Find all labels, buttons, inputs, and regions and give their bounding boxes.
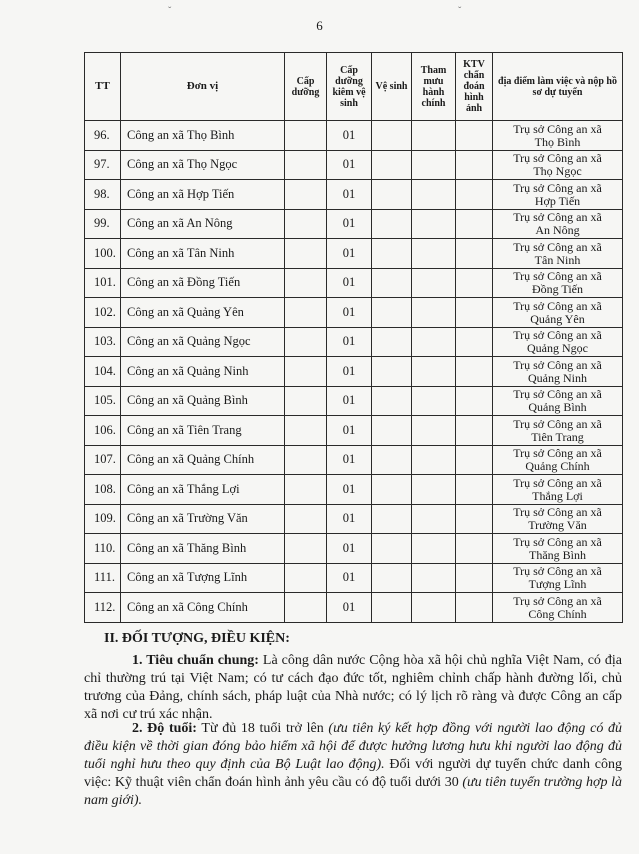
- location-line: Quảng Yên: [530, 311, 585, 326]
- work-location: [493, 386, 623, 416]
- tham-muu-cell: [412, 534, 456, 564]
- position-count: 01: [327, 593, 372, 623]
- scan-mark: ˇ: [458, 6, 462, 17]
- location-line: Trụ sở Công an xã: [513, 210, 602, 225]
- ktv-cell: [456, 180, 493, 210]
- work-location: [493, 150, 623, 180]
- location-line: Trụ sở Công an xã: [513, 328, 602, 343]
- work-location: [493, 445, 623, 475]
- cap-duong-cell: [285, 357, 327, 387]
- table-row: [85, 150, 623, 180]
- tham-muu-cell: [412, 416, 456, 446]
- cap-duong-cell: [285, 563, 327, 593]
- tham-muu-cell: [412, 593, 456, 623]
- location-line: Trụ sở Công an xã: [513, 475, 602, 490]
- row-number: 108.: [85, 475, 121, 505]
- cap-duong-cell: [285, 327, 327, 357]
- paragraph-text: Từ đủ 18 tuổi trở lên: [196, 721, 329, 736]
- row-number: 112.: [85, 593, 121, 623]
- unit-name: Công an xã Hợp Tiến: [121, 180, 285, 210]
- table-row: [85, 445, 623, 475]
- unit-name: Công an xã An Nông: [121, 209, 285, 239]
- row-number: 104.: [85, 357, 121, 387]
- location-line: Trụ sở Công an xã: [513, 121, 602, 136]
- location-line: Quảng Bình: [528, 400, 587, 415]
- work-location: [493, 268, 623, 298]
- table-row: [85, 357, 623, 387]
- tham-muu-cell: [412, 239, 456, 269]
- cap-duong-cell: [285, 416, 327, 446]
- paragraph-italic-note: (ưu tiên tuyển trường hợp là nam giới).: [84, 775, 622, 808]
- cap-duong-cell: [285, 504, 327, 534]
- unit-name: Công an xã Trường Văn: [121, 504, 285, 534]
- location-line: An Nông: [535, 223, 580, 238]
- tham-muu-cell: [412, 180, 456, 210]
- cap-duong-cell: [285, 209, 327, 239]
- work-location: [493, 180, 623, 210]
- location-line: Thắng Lợi: [532, 488, 583, 503]
- position-count: 01: [327, 386, 372, 416]
- position-count: 01: [327, 327, 372, 357]
- tham-muu-cell: [412, 150, 456, 180]
- work-location: [493, 357, 623, 387]
- table-row: [85, 475, 623, 505]
- unit-name: Công an xã Công Chính: [121, 593, 285, 623]
- ktv-cell: [456, 150, 493, 180]
- table-row: [85, 386, 623, 416]
- location-line: Thăng Bình: [529, 547, 586, 562]
- location-line: Trụ sở Công an xã: [513, 534, 602, 549]
- ktv-cell: [456, 298, 493, 328]
- ve-sinh-cell: [372, 209, 412, 239]
- position-count: 01: [327, 298, 372, 328]
- position-count: 01: [327, 445, 372, 475]
- cap-duong-cell: [285, 445, 327, 475]
- ktv-cell: [456, 534, 493, 564]
- cap-duong-cell: [285, 534, 327, 564]
- position-count: 01: [327, 534, 372, 564]
- work-location: [493, 416, 623, 446]
- ktv-cell: [456, 209, 493, 239]
- tham-muu-cell: [412, 504, 456, 534]
- recruitment-table: [84, 52, 623, 623]
- ve-sinh-cell: [372, 416, 412, 446]
- ktv-cell: [456, 239, 493, 269]
- ktv-cell: [456, 268, 493, 298]
- position-count: 01: [327, 357, 372, 387]
- scan-mark: ˇ: [168, 6, 172, 17]
- work-location: [493, 563, 623, 593]
- cap-duong-cell: [285, 121, 327, 151]
- location-line: Trụ sở Công an xã: [513, 446, 602, 461]
- ktv-cell: [456, 357, 493, 387]
- header-tham-muu: Tham mưu hành chính: [412, 53, 456, 121]
- row-number: 99.: [85, 209, 121, 239]
- position-count: 01: [327, 504, 372, 534]
- ktv-cell: [456, 563, 493, 593]
- location-line: Trụ sở Công an xã: [513, 593, 602, 608]
- unit-name: Công an xã Thọ Ngọc: [121, 150, 285, 180]
- unit-name: Công an xã Quảng Ngọc: [121, 327, 285, 357]
- ve-sinh-cell: [372, 386, 412, 416]
- tham-muu-cell: [412, 386, 456, 416]
- position-count: 01: [327, 475, 372, 505]
- unit-name: Công an xã Tượng Lĩnh: [121, 563, 285, 593]
- row-number: 110.: [85, 534, 121, 564]
- header-ktv: KTV chẩn đoán hình ảnh: [456, 53, 493, 121]
- cap-duong-cell: [285, 150, 327, 180]
- position-count: 01: [327, 121, 372, 151]
- row-number: 98.: [85, 180, 121, 210]
- cap-duong-cell: [285, 386, 327, 416]
- location-line: Trụ sở Công an xã: [513, 239, 602, 254]
- ve-sinh-cell: [372, 327, 412, 357]
- location-line: Trụ sở Công an xã: [513, 180, 602, 195]
- location-line: Quảng Ninh: [528, 370, 587, 385]
- ktv-cell: [456, 593, 493, 623]
- paragraph-text: Đối với người dự tuyển chức danh công việc: Kỹ thuật viên chẩn đoán hình ảnh yêu cầu có độ tuổi dưới 30: [84, 757, 622, 790]
- tham-muu-cell: [412, 209, 456, 239]
- unit-name: Công an xã Quảng Ninh: [121, 357, 285, 387]
- ktv-cell: [456, 386, 493, 416]
- work-location: [493, 209, 623, 239]
- tham-muu-cell: [412, 563, 456, 593]
- paragraph-italic-note: (ưu tiên ký kết hợp đồng với người lao động có đủ điều kiện về thời gian đóng bảo hiểm xã hội để được hưởng lương hưu khi người lao động đủ tuổi nghỉ hưu theo quy định của Bộ Luật lao động).: [84, 721, 622, 772]
- row-number: 109.: [85, 504, 121, 534]
- row-number: 106.: [85, 416, 121, 446]
- work-location: [493, 298, 623, 328]
- ktv-cell: [456, 445, 493, 475]
- table-row: [85, 416, 623, 446]
- position-count: 01: [327, 180, 372, 210]
- unit-name: Công an xã Đồng Tiến: [121, 268, 285, 298]
- ktv-cell: [456, 121, 493, 151]
- ve-sinh-cell: [372, 593, 412, 623]
- position-count: 01: [327, 150, 372, 180]
- work-location: [493, 534, 623, 564]
- ve-sinh-cell: [372, 357, 412, 387]
- position-count: 01: [327, 268, 372, 298]
- table-row: [85, 209, 623, 239]
- table-row: [85, 327, 623, 357]
- unit-name: Công an xã Quảng Yên: [121, 298, 285, 328]
- row-number: 105.: [85, 386, 121, 416]
- table-row: [85, 298, 623, 328]
- header-don-vi: Đơn vị: [121, 53, 285, 121]
- work-location: [493, 327, 623, 357]
- cap-duong-cell: [285, 239, 327, 269]
- tham-muu-cell: [412, 298, 456, 328]
- location-line: Trụ sở Công an xã: [513, 505, 602, 520]
- ktv-cell: [456, 416, 493, 446]
- table-row: [85, 121, 623, 151]
- location-line: Tiên Trang: [531, 429, 584, 444]
- tham-muu-cell: [412, 357, 456, 387]
- location-line: Tân Ninh: [534, 252, 581, 267]
- header-ve-sinh: Vệ sinh: [372, 53, 412, 121]
- unit-name: Công an xã Tiên Trang: [121, 416, 285, 446]
- row-number: 107.: [85, 445, 121, 475]
- row-number: 111.: [85, 563, 121, 593]
- cap-duong-cell: [285, 180, 327, 210]
- location-line: Trụ sở Công an xã: [513, 564, 602, 579]
- paragraph-text: Là công dân nước Cộng hòa xã hội chủ nghĩa Việt Nam, có địa chỉ thường trú tại Việt Nam; có tư cách đạo đức tốt, nghiêm chỉnh chấp hành đường lối, chủ trương của Đảng, chính sách, pháp luật của Nhà nước; có lý lịch rõ ràng và được Công an cấp xã nơi cư trú xác nhận.: [84, 653, 622, 722]
- cap-duong-cell: [285, 298, 327, 328]
- ve-sinh-cell: [372, 445, 412, 475]
- header-dia-diem: địa điểm làm việc và nộp hồ sơ dự tuyển: [493, 53, 623, 121]
- location-line: Tượng Lĩnh: [528, 577, 587, 592]
- ve-sinh-cell: [372, 180, 412, 210]
- unit-name: Công an xã Quảng Chính: [121, 445, 285, 475]
- cap-duong-cell: [285, 268, 327, 298]
- tham-muu-cell: [412, 445, 456, 475]
- unit-name: Công an xã Thọ Bình: [121, 121, 285, 151]
- location-line: Công Chính: [528, 606, 587, 621]
- location-line: Trường Văn: [528, 518, 587, 533]
- header-cap-duong-kiem-ve-sinh: Cấp dưỡng kiêm vệ sinh: [327, 53, 372, 121]
- ve-sinh-cell: [372, 475, 412, 505]
- position-count: 01: [327, 563, 372, 593]
- ve-sinh-cell: [372, 298, 412, 328]
- location-line: Trụ sở Công an xã: [513, 357, 602, 372]
- ve-sinh-cell: [372, 563, 412, 593]
- location-line: Quảng Ngọc: [527, 341, 588, 356]
- row-number: 103.: [85, 327, 121, 357]
- location-line: Quảng Chính: [525, 459, 590, 474]
- location-line: Đồng Tiến: [531, 282, 584, 297]
- unit-name: Công an xã Tân Ninh: [121, 239, 285, 269]
- location-line: Trụ sở Công an xã: [513, 298, 602, 313]
- ve-sinh-cell: [372, 268, 412, 298]
- paragraph-lead: 1. Tiêu chuẩn chung:: [132, 653, 259, 668]
- ve-sinh-cell: [372, 504, 412, 534]
- table-header-row: [85, 53, 623, 121]
- paragraph-lead: 2. Độ tuổi:: [132, 721, 197, 736]
- table-row: [85, 504, 623, 534]
- header-cap-duong: Cấp dưỡng: [285, 53, 327, 121]
- work-location: [493, 475, 623, 505]
- page-number: 6: [316, 18, 323, 33]
- ve-sinh-cell: [372, 534, 412, 564]
- work-location: [493, 593, 623, 623]
- row-number: 100.: [85, 239, 121, 269]
- cap-duong-cell: [285, 475, 327, 505]
- location-line: Trụ sở Công an xã: [513, 151, 602, 166]
- ktv-cell: [456, 327, 493, 357]
- table-row: [85, 268, 623, 298]
- position-count: 01: [327, 416, 372, 446]
- tham-muu-cell: [412, 475, 456, 505]
- table-row: [85, 563, 623, 593]
- work-location: [493, 504, 623, 534]
- table-row: [85, 534, 623, 564]
- unit-name: Công an xã Thắng Lợi: [121, 475, 285, 505]
- paragraph-general-criteria: [84, 652, 622, 724]
- table-row: [85, 593, 623, 623]
- row-number: 102.: [85, 298, 121, 328]
- ktv-cell: [456, 504, 493, 534]
- unit-name: Công an xã Quảng Bình: [121, 386, 285, 416]
- work-location: [493, 121, 623, 151]
- ve-sinh-cell: [372, 150, 412, 180]
- table-row: [85, 180, 623, 210]
- position-count: 01: [327, 239, 372, 269]
- table-row: [85, 239, 623, 269]
- tham-muu-cell: [412, 268, 456, 298]
- location-line: Hợp Tiến: [534, 193, 581, 208]
- paragraph-age: [84, 720, 622, 810]
- cap-duong-cell: [285, 593, 327, 623]
- location-line: Trụ sở Công an xã: [513, 387, 602, 402]
- position-count: 01: [327, 209, 372, 239]
- location-line: Trụ sở Công an xã: [513, 416, 602, 431]
- row-number: 96.: [85, 121, 121, 151]
- section-title: II. ĐỐI TƯỢNG, ĐIỀU KIỆN:: [104, 631, 290, 646]
- tham-muu-cell: [412, 121, 456, 151]
- header-tt: TT: [85, 53, 121, 121]
- tham-muu-cell: [412, 327, 456, 357]
- ktv-cell: [456, 475, 493, 505]
- location-line: Thọ Ngọc: [533, 164, 582, 179]
- ve-sinh-cell: [372, 239, 412, 269]
- ve-sinh-cell: [372, 121, 412, 151]
- row-number: 97.: [85, 150, 121, 180]
- location-line: Thọ Bình: [534, 134, 581, 149]
- unit-name: Công an xã Thăng Bình: [121, 534, 285, 564]
- location-line: Trụ sở Công an xã: [513, 269, 602, 284]
- work-location: [493, 239, 623, 269]
- row-number: 101.: [85, 268, 121, 298]
